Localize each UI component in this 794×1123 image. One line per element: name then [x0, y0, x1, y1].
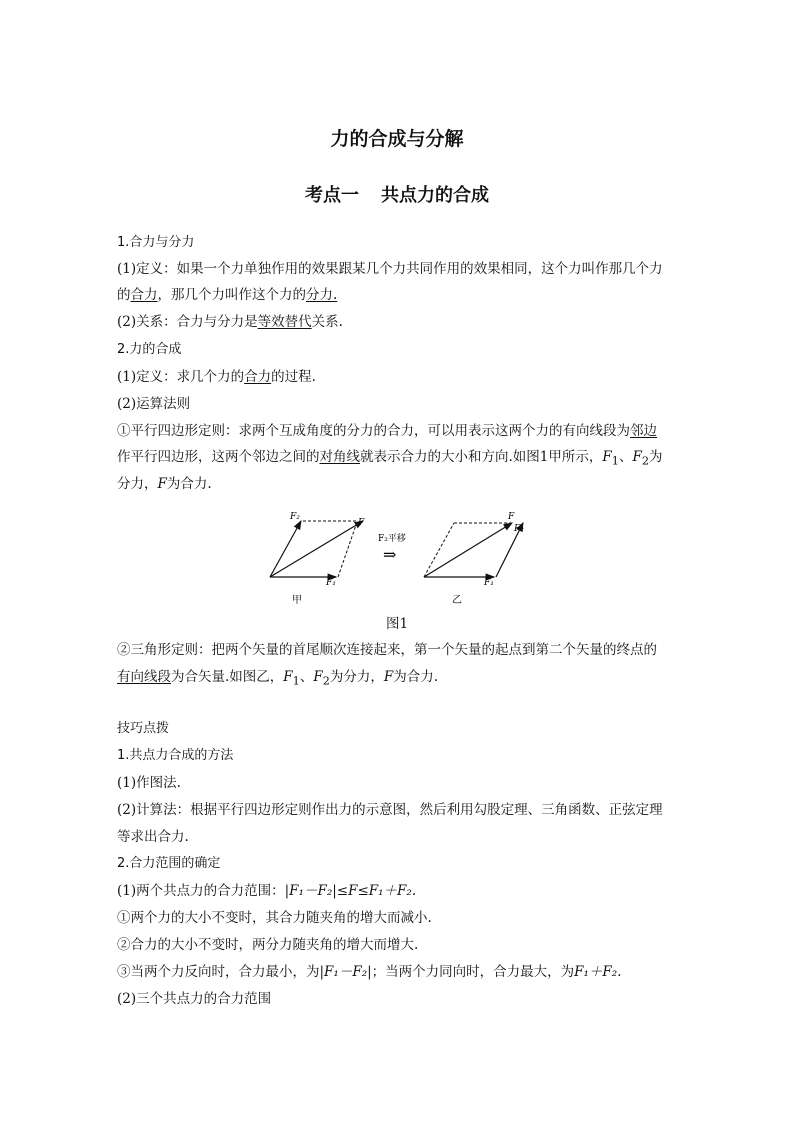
underlined-term: 等效替代	[257, 314, 312, 330]
diagram-jia	[270, 512, 365, 606]
label-f2: F₂	[514, 524, 524, 534]
dashed-line	[424, 523, 454, 577]
heading-2: 2.力的合成	[117, 342, 182, 357]
label-f1: F₁	[484, 578, 494, 588]
underlined-term: 邻边	[630, 423, 657, 439]
label-f: F	[508, 512, 515, 522]
formula-range: |F₁－F₂|≤F≤F₁＋F₂.	[284, 883, 417, 899]
force-diagram	[0, 505, 794, 615]
label-f2: F₂	[290, 512, 300, 522]
paragraph-line: 分力，F为合力.	[117, 476, 212, 492]
paragraph-line: (1)作图法.	[117, 775, 181, 791]
paragraph-line: ②合力的大小不变时，两分力随夹角的增大而增大.	[117, 937, 419, 953]
underlined-term: 有向线段	[117, 669, 171, 685]
paragraph-line: ②三角形定则：把两个矢量的首尾顺次连接起来，第一个矢量的起点到第二个矢量的终点的	[117, 642, 657, 658]
underlined-term: 分力.	[306, 287, 338, 303]
section-title	[0, 181, 794, 207]
vector-f	[270, 521, 363, 577]
page-title: 力的合成与分解	[330, 128, 464, 150]
heading-tips-1: 1.共点力合成的方法	[117, 748, 234, 763]
label-jia: 甲	[292, 595, 302, 606]
label-yi: 乙	[452, 595, 462, 606]
paragraph-line: (2)运算法则	[117, 396, 191, 412]
label-f1: F₁	[326, 578, 336, 588]
paragraph-line: ①平行四边形定则：求两个互成角度的分力的合力，可以用表示这两个力的有向线段为邻边	[117, 423, 657, 439]
underlined-term: 合力	[130, 287, 158, 303]
underlined-term: 合力	[244, 369, 272, 385]
heading-tips-2: 2.合力范围的确定	[117, 856, 221, 871]
label-f: F	[358, 518, 365, 528]
paragraph-line: 的合力，那几个力叫作这个力的分力.	[117, 287, 338, 303]
paragraph-line: 有向线段为合矢量.如图乙，$F_1$、$F_2$为分力，F为合力.	[117, 669, 439, 688]
paragraph-line: (2)计算法：根据平行四边形定则作出力的示意图，然后利用勾股定理、三角函数、正弦定理	[117, 802, 663, 818]
vector-f2	[270, 521, 301, 577]
paragraph-line: (2)三个共点力的合力范围	[117, 991, 272, 1007]
paragraph-line: (1)定义：求几个力的合力的过程.	[117, 369, 316, 385]
shift-arrow: ⇒	[383, 545, 397, 564]
paragraph-line: (1)定义：如果一个力单独作用的效果跟某几个力共同作用的效果相同，这个力叫作那几个力	[117, 261, 663, 277]
section-name: 共点力的合成	[381, 185, 489, 206]
paragraph-line: (1)两个共点力的合力范围：|F₁－F₂|≤F≤F₁＋F₂.	[117, 883, 417, 899]
heading-1: 1.合力与分力	[117, 235, 195, 250]
tips-heading: 技巧点拨	[117, 721, 170, 736]
underlined-term: 对角线	[319, 449, 360, 465]
paragraph-line: 作平行四边形，这两个邻边之间的对角线就表示合力的大小和方向.如图1甲所示，$F_1$、$F_2$为	[117, 449, 663, 468]
shift-label: F₂平移	[378, 534, 406, 544]
formula-max: F₁＋F₂.	[574, 964, 622, 980]
dashed-line	[338, 525, 356, 577]
paragraph-line: (2)关系：合力与分力是等效替代关系.	[117, 314, 343, 330]
formula-min: |F₁－F₂|	[319, 964, 372, 980]
paragraph-line: 等求出合力.	[117, 829, 189, 845]
paragraph-line: ③当两个力反向时，合力最小，为|F₁－F₂|；当两个力同向时，合力最大，为F₁＋F₂.	[117, 964, 622, 980]
diagram-yi	[424, 512, 524, 606]
section-label: 考点一	[305, 185, 359, 206]
figure-caption: 图1	[385, 616, 409, 632]
paragraph-line: ①两个力的大小不变时，其合力随夹角的增大而减小.	[117, 910, 432, 926]
vector-f	[424, 523, 512, 577]
